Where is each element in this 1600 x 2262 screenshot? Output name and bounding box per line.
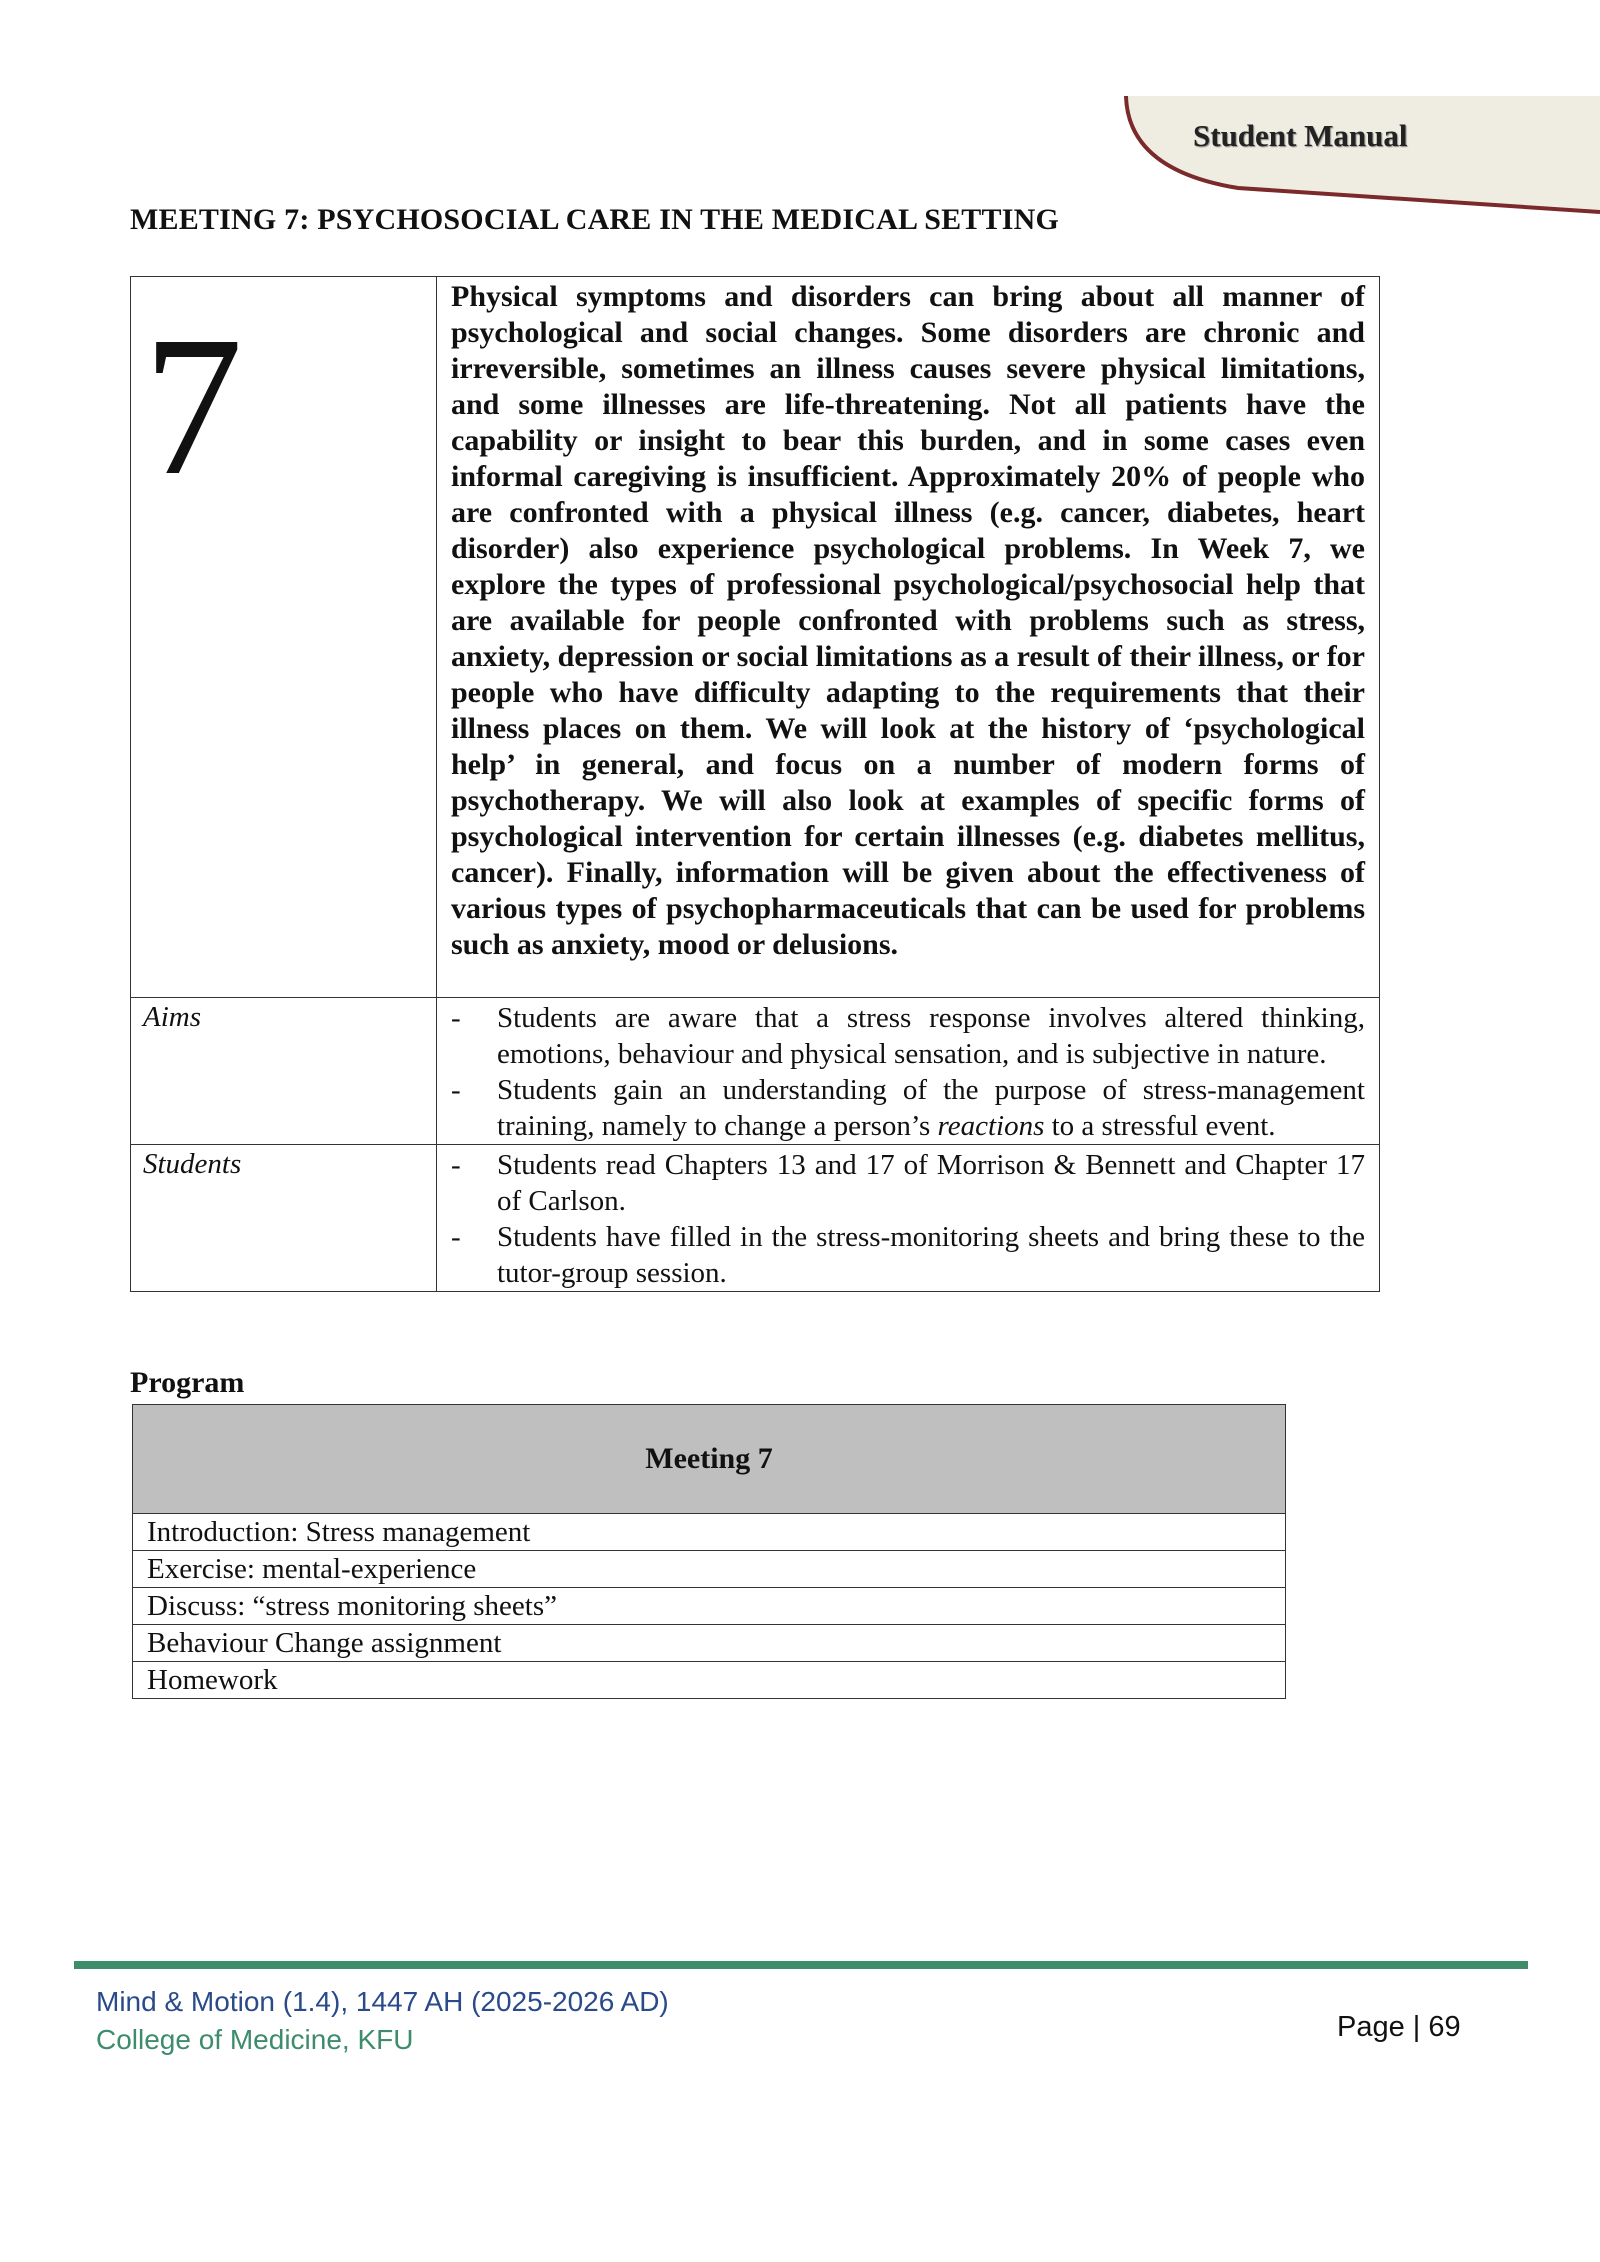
table-row xyxy=(133,1514,1286,1551)
aims-cell xyxy=(437,998,1380,1145)
footer-college: College of Medicine, KFU xyxy=(96,2024,414,2055)
aims-label: Aims xyxy=(143,1001,201,1033)
header-title: Student Manual xyxy=(1193,118,1408,153)
students-list xyxy=(437,1145,1379,1291)
student-text: Students have filled in the stress-monitoring sheets and bring these to the tutor-group session. xyxy=(497,1221,1365,1289)
aims-list xyxy=(437,998,1379,1144)
list-item xyxy=(451,1072,1365,1144)
table-row xyxy=(133,1551,1286,1588)
aim-text-after: to a stressful event. xyxy=(1044,1110,1276,1142)
dash-bullet: - xyxy=(451,1149,461,1181)
meeting-number: 7 xyxy=(143,296,243,517)
program-item: Exercise: mental-experience xyxy=(133,1551,1286,1588)
students-cell xyxy=(437,1145,1380,1292)
students-row xyxy=(131,1145,1380,1292)
number-cell xyxy=(131,277,437,998)
program-header-row xyxy=(133,1405,1286,1514)
aim-text: Students are aware that a stress response involves altered thinking, emotions, behaviour and physical sensation, and is subjective in nature. xyxy=(497,1002,1365,1070)
list-item xyxy=(451,1147,1365,1219)
table-row xyxy=(133,1662,1286,1699)
students-label-cell xyxy=(131,1145,437,1292)
program-item: Discuss: “stress monitoring sheets” xyxy=(133,1588,1286,1625)
dash-bullet: - xyxy=(451,1002,461,1034)
header-tab-shape xyxy=(1118,0,1600,215)
program-item: Introduction: Stress management xyxy=(133,1514,1286,1551)
program-header: Meeting 7 xyxy=(133,1405,1286,1514)
aims-row xyxy=(131,998,1380,1145)
table-row xyxy=(133,1588,1286,1625)
header-tab xyxy=(1118,0,1600,215)
overview-table xyxy=(130,276,1380,1292)
intro-cell xyxy=(437,277,1380,998)
student-text: Students read Chapters 13 and 17 of Morrison & Bennett and Chapter 17 of Carlson. xyxy=(497,1149,1365,1217)
program-item: Homework xyxy=(133,1662,1286,1699)
table-row xyxy=(133,1625,1286,1662)
dash-bullet: - xyxy=(451,1221,461,1253)
meeting-heading: MEETING 7: PSYCHOSOCIAL CARE IN THE MEDICAL SETTING xyxy=(130,203,1059,236)
dash-bullet: - xyxy=(451,1074,461,1106)
aim-text-emphasis: reactions xyxy=(937,1110,1045,1142)
program-label: Program xyxy=(130,1366,245,1399)
intro-row xyxy=(131,277,1380,998)
aims-label-cell xyxy=(131,998,437,1145)
program-item: Behaviour Change assignment xyxy=(133,1625,1286,1662)
list-item xyxy=(451,1000,1365,1072)
footer-divider xyxy=(74,1961,1528,1969)
intro-text: Physical symptoms and disorders can bring about all manner of psychological and social changes. Some disorders are chronic and irreversible, sometimes an illness causes severe physical limitations, and some illnesses are life-threatening. Not all patients have the capability or insight to bear this burden, and in some cases even informal caregiving is insufficient. Approximately 20% of people who are confronted with a physical illness (e.g. cancer, diabetes, heart disorder) also experience psychological problems. In Week 7, we explore the types of professional psychological/psychosocial help that are available for people confronted with problems such as stress, anxiety, depression or social limitations as a result of their illness, or for people who have difficulty adapting to the requirements that their illness places on them. We will look at the history of ‘psychological help’ in general, and focus on a number of modern forms of psychotherapy. We will also look at examples of specific forms of psychological intervention for certain illnesses (e.g. diabetes mellitus, cancer). Finally, information will be given about the effectiveness of various types of psychopharmaceuticals that can be used for problems such as anxiety, mood or delusions. xyxy=(451,280,1365,961)
aim-text-before: Students gain an understanding of the purpose of stress-management training, namely to change a person’s xyxy=(497,1074,1365,1142)
list-item xyxy=(451,1219,1365,1291)
program-table xyxy=(132,1404,1286,1699)
footer-course: Mind & Motion (1.4), 1447 AH (2025-2026 AD) xyxy=(96,1986,669,2017)
page-number: Page | 69 xyxy=(1337,2011,1461,2043)
students-label: Students xyxy=(143,1148,242,1180)
